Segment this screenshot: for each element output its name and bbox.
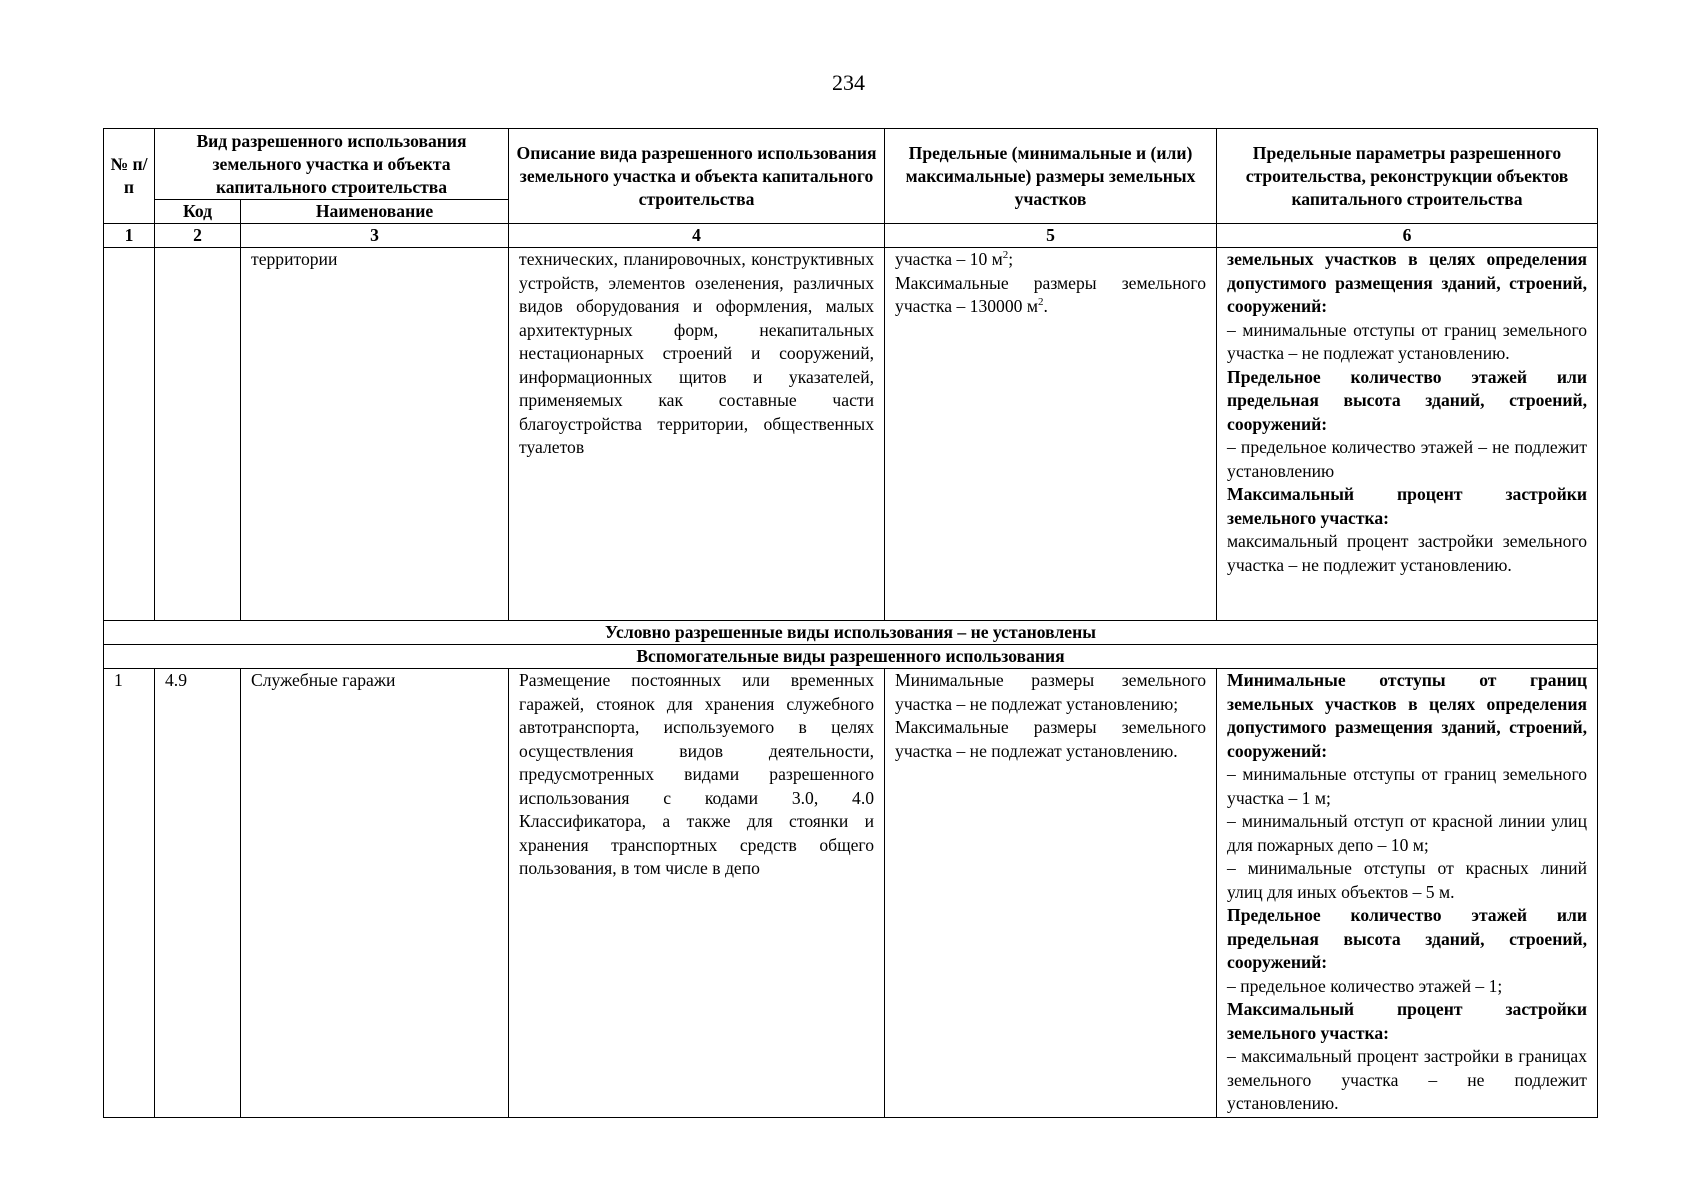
cell-code: [155, 248, 241, 621]
cell-number: [104, 248, 155, 621]
param-heading: Максимальный процент застройки земельного участка:: [1227, 999, 1588, 1043]
size-text: Максимальные размеры земельного участка – не подлежат установлению.: [895, 717, 1207, 761]
param-text: – минимальные отступы от красных линий улиц для иных объектов – 5 м.: [1227, 858, 1588, 902]
cell-description: технических, планировочных, конструктивных устройств, элементов озеленения, различных видов оборудования и оформления, малых архитектурных форм, некапитальных нестационарных строений и сооружений, информационных щитов и указателей, применяемых как составные части благоустройства территории, общественных туалетов: [509, 248, 885, 621]
column-number-5: 5: [885, 224, 1217, 248]
table-row-continued: [104, 248, 1598, 621]
header-use-type: Вид разрешенного использования земельного участка и объекта капитального строительства: [155, 129, 509, 200]
table-row: [104, 669, 1598, 1118]
column-number-2: 2: [155, 224, 241, 248]
cell-number: 1: [104, 669, 155, 1118]
param-text: – предельное количество этажей – 1;: [1227, 975, 1503, 996]
param-text: максимальный процент застройки земельного участка – не подлежит установлению.: [1227, 531, 1588, 575]
size-text: участка – 10 $м^2$;: [895, 249, 1014, 269]
column-number-6: 6: [1217, 224, 1598, 248]
section-row-conditional: [104, 621, 1598, 645]
param-heading: Максимальный процент застройки земельного участка:: [1227, 484, 1588, 528]
cell-plot-sizes: [885, 248, 1217, 621]
cell-name: Служебные гаражи: [241, 669, 509, 1118]
cell-building-params: [1217, 248, 1598, 621]
param-heading: земельных участков в целях определения допустимого размещения зданий, строений, сооружений:: [1227, 249, 1588, 316]
size-text: Минимальные размеры земельного участка – не подлежат установлению;: [895, 670, 1207, 714]
param-text: – минимальный отступ от красной линии улиц для пожарных депо – 10 м;: [1227, 811, 1588, 855]
cell-plot-sizes: [885, 669, 1217, 1118]
cell-code: 4.9: [155, 669, 241, 1118]
param-heading: Минимальные отступы от границ земельных участков в целях определения допустимого размещения зданий, строений, сооружений:: [1227, 670, 1588, 761]
header-plot-sizes: Предельные (минимальные и (или) максимальные) размеры земельных участков: [885, 129, 1217, 224]
cell-description: Размещение постоянных или временных гаражей, стоянок для хранения служебного автотранспорта, используемого в целях осуществления видов деятельности, предусмотренных видами разрешенного использования с кодами 3.0, 4.0 Классификатора, а также для стоянки и хранения транспортных средств общего пользования, в том числе в депо: [509, 669, 885, 1118]
header-name: Наименование: [241, 200, 509, 224]
size-text: Максимальные размеры земельного участка – 130000 $м^2$.: [895, 272, 1207, 316]
section-heading: Вспомогательные виды разрешенного использования: [104, 645, 1598, 669]
header-code: Код: [155, 200, 241, 224]
param-text: – минимальные отступы от границ земельного участка – не подлежат установлению.: [1227, 319, 1588, 363]
column-number-3: 3: [241, 224, 509, 248]
section-heading: Условно разрешенные виды использования – не установлены: [104, 621, 1598, 645]
cell-name: территории: [241, 248, 509, 621]
header-number: № п/п: [104, 129, 155, 224]
page-number: 234: [832, 70, 865, 95]
land-use-table: [103, 128, 1598, 1118]
param-text: – предельное количество этажей – не подлежит установлению: [1227, 437, 1588, 481]
column-number-4: 4: [509, 224, 885, 248]
section-row-auxiliary: [104, 645, 1598, 669]
param-text: – минимальные отступы от границ земельного участка – 1 м;: [1227, 764, 1588, 808]
param-heading: Предельное количество этажей или предельная высота зданий, строений, сооружений:: [1227, 366, 1588, 434]
param-text: – максимальный процент застройки в границах земельного участка – не подлежит установлению.: [1227, 1046, 1588, 1113]
header-building-params: Предельные параметры разрешенного строительства, реконструкции объектов капитального строительства: [1217, 129, 1598, 224]
column-number-1: 1: [104, 224, 155, 248]
header-description: Описание вида разрешенного использования земельного участка и объекта капитального строительства: [509, 129, 885, 224]
cell-building-params: [1217, 669, 1598, 1118]
param-heading: Предельное количество этажей или предельная высота зданий, строений, сооружений:: [1227, 905, 1588, 972]
